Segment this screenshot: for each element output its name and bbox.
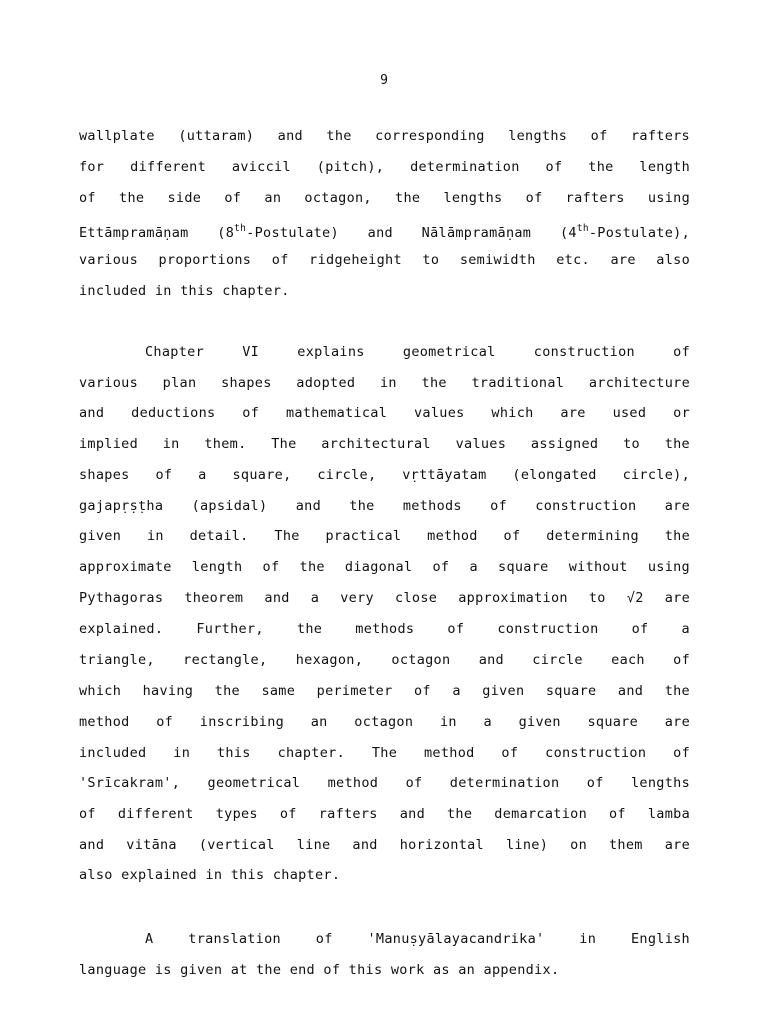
paragraph-2-line-12: which having the same perimeter of a given square and the (79, 683, 690, 699)
paragraph-2-line-10: explained. Further, the methods of construction of a (79, 621, 690, 637)
paragraph-2-line-18: also explained in this chapter. (79, 867, 341, 883)
paragraph-2-line-3: and deductions of mathematical values which are used or (79, 405, 690, 421)
paragraph-1-line-5: various proportions of ridgeheight to semiwidth etc. are also (79, 252, 690, 268)
paragraph-3-line-1: A translation of 'Manuṣyālayacandrika' in English (145, 931, 690, 947)
page-number: 9 (380, 73, 388, 88)
paragraph-2-line-7: given in detail. The practical method of determining the (79, 528, 690, 544)
paragraph-1-line-6: included in this chapter. (79, 283, 290, 299)
paragraph-3-line-2: language is given at the end of this work as an appendix. (79, 962, 560, 978)
paragraph-2-line-9: Pythagoras theorem and a very close approximation to √2 are (79, 590, 690, 606)
line4-part-b: -Postulate) and Nālāmpramāṇam (4 (246, 225, 577, 241)
paragraph-2-line-11: triangle, rectangle, hexagon, octagon and circle each of (79, 652, 690, 668)
paragraph-2-line-13: method of inscribing an octagon in a given square are (79, 714, 690, 730)
paragraph-2-line-2: various plan shapes adopted in the traditional architecture (79, 375, 690, 391)
paragraph-2-line-15: 'Srīcakram', geometrical method of determination of lengths (79, 775, 690, 791)
paragraph-2-line-6: gajapṛṣṭha (apsidal) and the methods of construction are (79, 498, 690, 514)
paragraph-2-line-8: approximate length of the diagonal of a square without using (79, 559, 690, 575)
paragraph-2-line-14: included in this chapter. The method of construction of (79, 745, 690, 761)
line4-superscript-a: th (234, 223, 247, 234)
paragraph-1-line-4 (79, 220, 690, 242)
paragraph-2-line-5: shapes of a square, circle, vṛttāyatam (elongated circle), (79, 467, 690, 483)
paragraph-2-line-17: and vitāna (vertical line and horizontal line) on them are (79, 837, 690, 853)
paragraph-2-line-4: implied in them. The architectural values assigned to the (79, 436, 690, 452)
line4-superscript-b: th (576, 223, 589, 234)
paragraph-1-line-3: of the side of an octagon, the lengths of rafters using (79, 190, 690, 206)
line4-part-a: Ettāmpramāṇam (8 (79, 225, 235, 241)
paragraph-2-line-16: of different types of rafters and the demarcation of lamba (79, 806, 690, 822)
paragraph-1-line-2: for different aviccil (pitch), determination of the length (79, 159, 690, 175)
paragraph-1-line-1: wallplate (uttaram) and the corresponding lengths of rafters (79, 128, 690, 144)
line4-part-c: -Postulate), (588, 225, 691, 241)
paragraph-2-line-1: Chapter VI explains geometrical construction of (145, 344, 690, 360)
